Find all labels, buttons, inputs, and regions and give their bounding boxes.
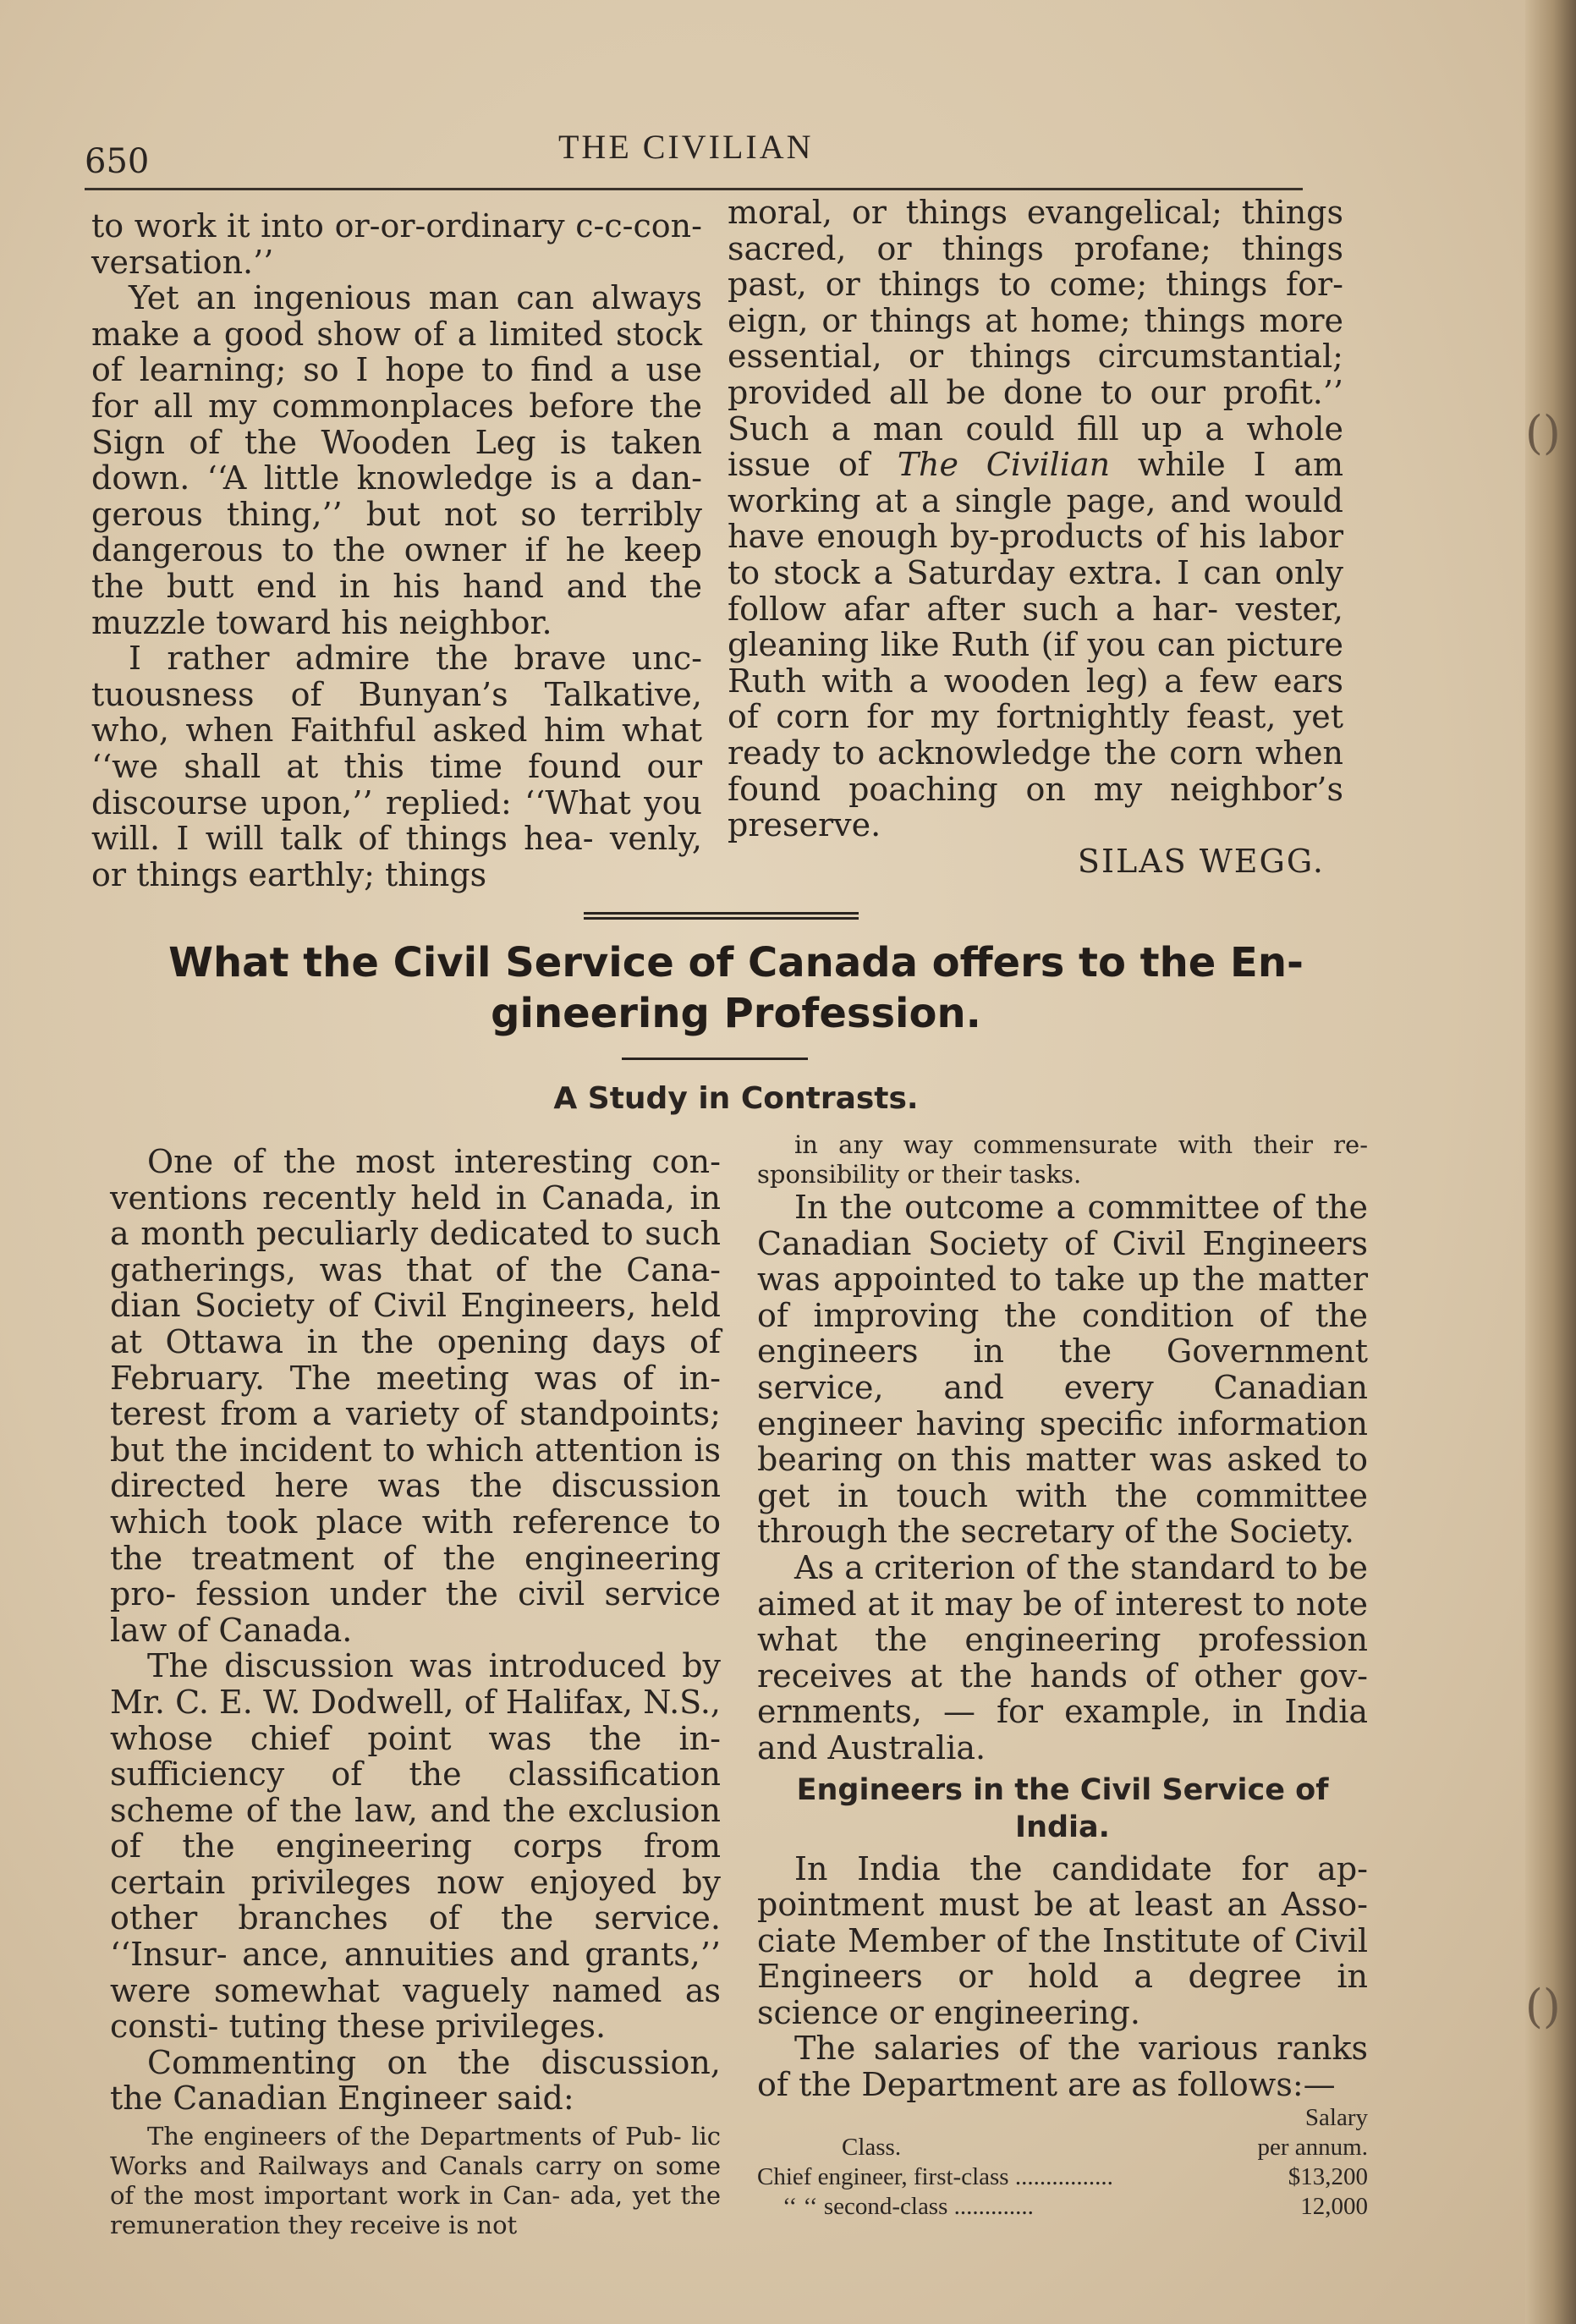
running-title: THE CIVILIAN <box>558 128 814 166</box>
salary-header: per annum. <box>1257 2133 1368 2161</box>
paragraph: Yet an ingenious man can always make a good show of a limited stock of learning; so I hope to find a use for all my commonplaces before the Sign of the Wooden Leg is taken down. ‘‘A little knowledge is a dan- gerous thing,’’ but not so terribly dangerous to the owner if he keep the butt end in his hand and the muzzle toward his neighbor. <box>91 279 702 641</box>
bottom-right-column <box>757 1130 1368 2222</box>
paragraph: The discussion was introduced by Mr. C. E. W. Dodwell, of Halifax, N.S., whose chief point was the in- sufficiency of the classification scheme of the law, and the exclusion of the engineering corps from certain privileges now enjoyed by other branches of the service. ‘‘Insur- ance, annuities and grants,’’ were somewhat vaguely named as consti- tuting these privileges. <box>110 1647 721 2046</box>
signature: SILAS WEGG. <box>1077 842 1325 880</box>
salary-value: $13,200 <box>1288 2162 1368 2190</box>
page-number: 650 <box>85 142 150 181</box>
bottom-left-column <box>110 1144 721 2240</box>
page-header <box>85 127 1303 181</box>
table-header-row <box>757 2133 1368 2162</box>
page-edge-shadow <box>1525 0 1576 2324</box>
rank-label: ‘‘ ‘‘ second-class ............. <box>783 2192 1034 2220</box>
block-quote-continued: in any way commensurate with their re- sponsibility or their tasks. <box>757 1130 1368 1189</box>
salary-table <box>757 2103 1368 2222</box>
paragraph: One of the most interesting con- ventions recently held in Canada, in a month peculiarly dedicated to such gatherings, was that of the Cana- dian Society of Civil Engineers, held at Ottawa in the opening days of February. The meeting was of in- terest from a variety of standpoints; but the incident to which attention is directed here was the discussion which took place with reference to the treatment of the engineering pro- fession under the civil service law of Canada. <box>110 1143 721 1649</box>
section-divider <box>584 912 859 920</box>
paragraph <box>728 195 1343 843</box>
binding-ring-mark: () <box>1524 406 1561 459</box>
class-header: Class. <box>842 2133 902 2161</box>
top-left-column <box>91 208 702 893</box>
paragraph: to work it into or-or-ordinary c-c-con- versation.’’ <box>91 207 702 281</box>
table-row <box>757 2162 1368 2192</box>
paragraph: As a criterion of the standard to be aimed at it may be of interest to note what the engineering profession receives at the hands of other gov- ernments, — for example, in India and Australia. <box>757 1548 1368 1766</box>
paragraph: I rather admire the brave unc- tuousness of Bunyan’s Talkative, who, when Faithful asked him what ‘‘we shall at this time found our discourse upon,’’ replied: ‘‘What you will. I will talk of things hea- venly, or things earthly; things <box>91 640 702 893</box>
block-quote: The engineers of the Departments of Pub- lic Works and Railways and Canals carry on some of the most important work in Can- ada, yet the remuneration they receive is not <box>110 2122 721 2240</box>
article-headline: What the Civil Service of Canada offers to the En- gineering Profession. <box>168 939 1304 1037</box>
text-run: while I am working at a single page, and would have enough by-products of his labor to stock a Saturday extra. I can only follow afar after such a har- vester, gleaning like Ruth (if you can picture Ruth with a wooden leg) a few ears of corn for my fortnightly feast, yet ready to acknowledge the corn when found poaching on my neighbor’s preserve. <box>728 446 1344 844</box>
salary-value: 12,000 <box>1300 2192 1368 2220</box>
table-row <box>757 2192 1368 2222</box>
section-heading: Engineers in the Civil Service of India. <box>796 1772 1329 1844</box>
salary-header: Salary <box>1304 2103 1368 2131</box>
italic-title: The Civilian <box>897 446 1111 484</box>
paragraph: In the outcome a committee of the Canadian Society of Civil Engineers was appointed to take up the matter of improving the condition of the engineers in the Government service, and every Canadian engineer having specific information bearing on this matter was asked to get in touch with the committee through the secretary of the Society. <box>757 1189 1368 1551</box>
text-run: moral, or things evangelical; things sacred, or things profane; things past, or things to come; things for- eign, or things at home; things more essential, or things circumstantial; provided all be done to our profit.’’ Such a man could fill up a whole issue of <box>728 194 1343 484</box>
article-subhead: A Study in Contrasts. <box>553 1081 919 1116</box>
rank-label: Chief engineer, first-class ................ <box>757 2162 1113 2190</box>
paragraph: Commenting on the discussion, the Canadian Engineer said: <box>110 2043 721 2118</box>
header-rule <box>85 188 1303 190</box>
headline-rule <box>622 1058 808 1060</box>
paragraph: The salaries of the various ranks of the Department are as follows:— <box>757 2030 1368 2104</box>
top-right-column <box>728 195 1343 879</box>
binding-ring-mark: () <box>1524 1980 1561 2033</box>
paragraph: In India the candidate for ap- pointment must be at least an Asso- ciate Member of the Institute of Civil Engineers or hold a degree in science or engineering. <box>757 1849 1368 2031</box>
